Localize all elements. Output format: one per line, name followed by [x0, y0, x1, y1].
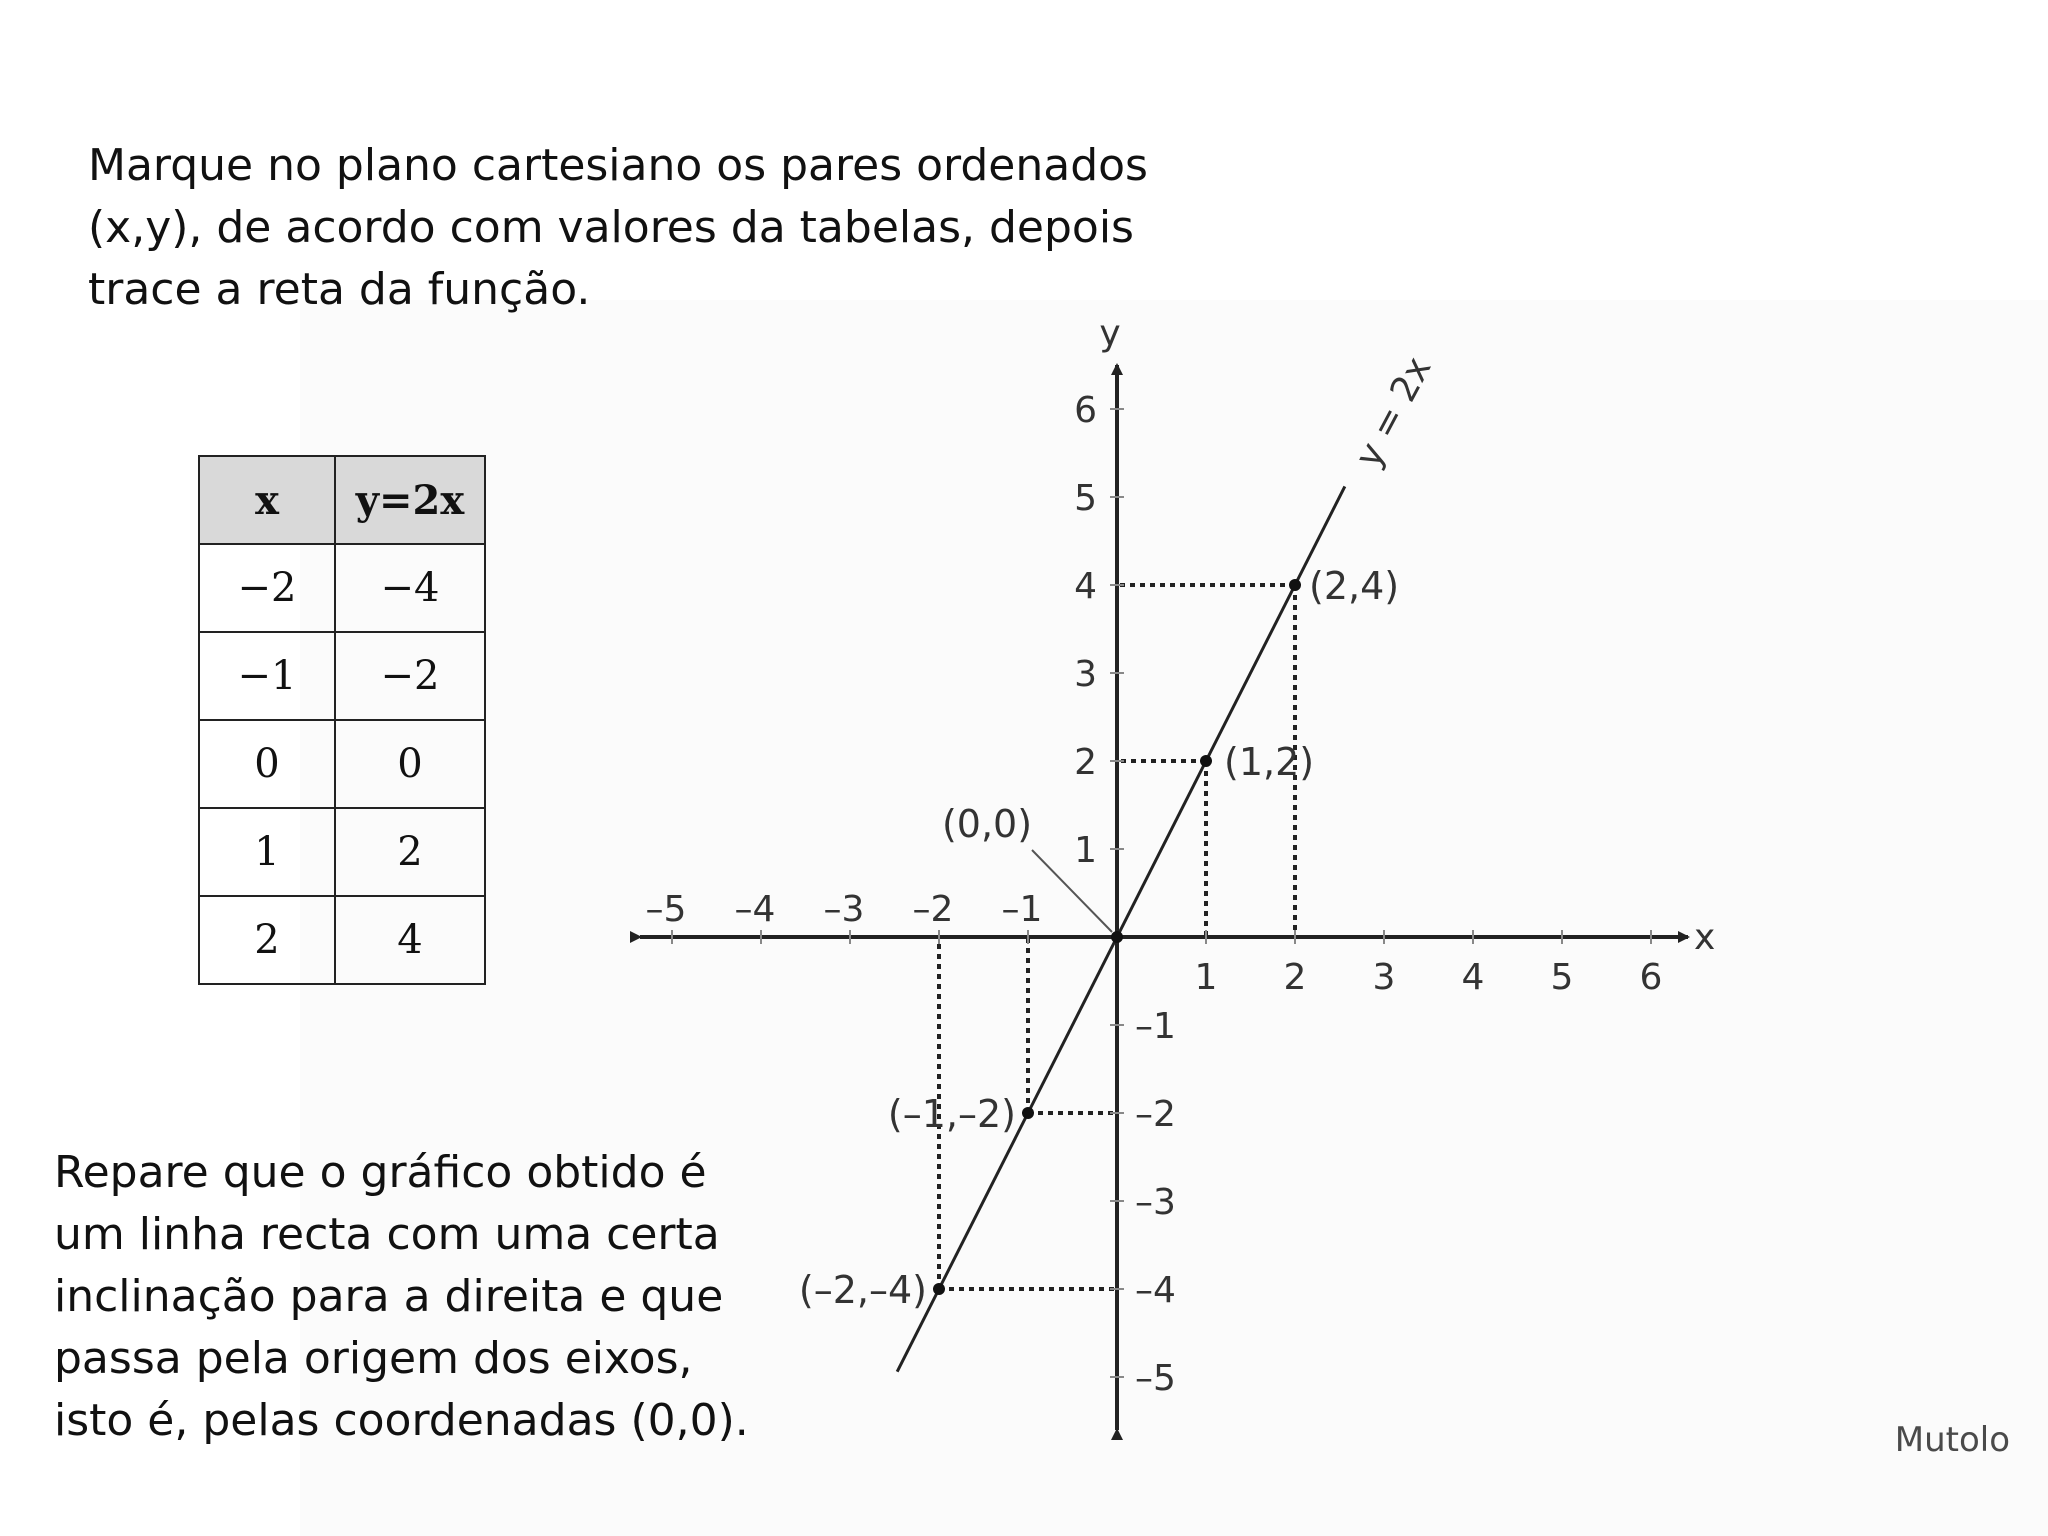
table-cell-y: 2	[335, 808, 485, 896]
point-label: (–2,–4)	[798, 1268, 927, 1312]
axis-ticks	[646, 390, 1663, 1399]
point-label: (0,0)	[941, 802, 1033, 846]
y-tick-label: 1	[1074, 830, 1097, 871]
y-tick-label: –2	[1135, 1094, 1176, 1135]
note-text	[54, 1142, 749, 1452]
note-line: isto é, pelas coordenadas (0,0).	[54, 1395, 749, 1446]
y-tick-label: 4	[1074, 566, 1097, 607]
x-tick-label: –5	[645, 889, 687, 930]
point-marker	[1111, 931, 1123, 943]
x-tick-label: 5	[1550, 957, 1574, 998]
x-tick-label: 4	[1461, 957, 1485, 998]
author-signature: Mutolo	[1894, 1420, 2010, 1460]
table-cell-x: 1	[199, 808, 335, 896]
point-label: (2,4)	[1309, 564, 1400, 608]
point-label: (1,2)	[1224, 740, 1315, 784]
note-line: um linha recta com uma certa	[54, 1209, 720, 1260]
instruction-line: trace a reta da função.	[88, 264, 591, 315]
function-line	[897, 486, 1345, 1371]
table-cell-y: 4	[335, 896, 485, 984]
x-tick-label: –3	[823, 889, 865, 930]
header-y: y=2x	[335, 456, 485, 544]
y-tick-label: –3	[1135, 1182, 1176, 1223]
point-marker	[933, 1283, 945, 1295]
table-cell-x: −1	[199, 632, 335, 720]
point-marker	[1289, 579, 1301, 591]
instruction-line: (x,y), de acordo com valores da tabelas, depois	[88, 202, 1134, 253]
table-cell-x: −2	[199, 544, 335, 632]
y-tick-label: 6	[1074, 390, 1097, 431]
table-cell-x: 2	[199, 896, 335, 984]
y-tick-label: 5	[1074, 478, 1097, 519]
y-tick-label: –5	[1135, 1358, 1176, 1399]
y-tick-label: –1	[1135, 1006, 1176, 1047]
x-axis-label: x	[1694, 917, 1716, 958]
note-line: Repare que o gráfico obtido é	[54, 1147, 707, 1198]
origin-pointer	[1032, 850, 1112, 932]
table-cell-x: 0	[199, 720, 335, 808]
y-tick-label: –4	[1135, 1270, 1176, 1311]
x-tick-label: 3	[1372, 957, 1396, 998]
table-cell-y: −4	[335, 544, 485, 632]
y-tick-label: 3	[1074, 654, 1097, 695]
x-tick-label: 6	[1639, 957, 1663, 998]
instruction-line: Marque no plano cartesiano os pares ordenados	[88, 140, 1148, 191]
table-cell-y: −2	[335, 632, 485, 720]
line-label: y = 2x	[1347, 350, 1440, 475]
x-tick-label: –1	[1001, 889, 1043, 930]
point-marker	[1200, 755, 1212, 767]
note-line: inclinação para a direita e que	[54, 1271, 724, 1322]
x-tick-label: –2	[912, 889, 954, 930]
header-x: x	[199, 456, 335, 544]
point-label: (–1,–2)	[887, 1092, 1016, 1136]
y-axis-label: y	[1099, 313, 1121, 354]
point-marker	[1022, 1107, 1034, 1119]
y-tick-label: 2	[1074, 742, 1097, 783]
x-tick-label: 1	[1194, 957, 1218, 998]
x-tick-label: 2	[1283, 957, 1307, 998]
x-tick-label: –4	[734, 889, 776, 930]
table-cell-y: 0	[335, 720, 485, 808]
note-line: passa pela origem dos eixos,	[54, 1333, 693, 1384]
